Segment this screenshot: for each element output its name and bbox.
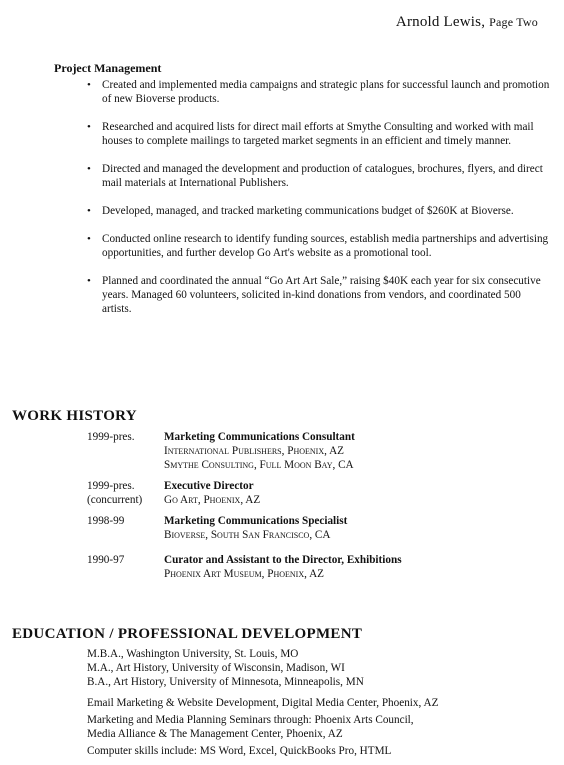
- bullet-text: Developed, managed, and tracked marketing communications budget of $260K at Bioverse.: [102, 205, 514, 217]
- list-item: [87, 204, 552, 218]
- job-role: Executive Director: [164, 480, 254, 492]
- degree-item: M.A., Art History, University of Wisconsin, Madison, WI: [87, 662, 345, 674]
- work-history-heading: WORK HISTORY: [12, 408, 137, 424]
- job-role: Curator and Assistant to the Director, Exhibitions: [164, 554, 402, 566]
- header-name: Arnold Lewis,: [395, 14, 486, 30]
- seminars-line: Media Alliance & The Management Center, Phoenix, AZ: [87, 728, 343, 740]
- job-role: Marketing Communications Specialist: [164, 515, 348, 527]
- bullet-text: Created and implemented media campaigns and strategic plans for successful launch and promotion of new Bioverse products.: [102, 79, 550, 105]
- project-management-heading: Project Management: [54, 61, 162, 75]
- job-dates-line: 1999-pres.: [87, 480, 135, 492]
- bullet-icon: •: [87, 233, 91, 245]
- bullet-icon: •: [87, 205, 91, 217]
- job-description: [164, 514, 544, 542]
- job-dates-note: (concurrent): [87, 494, 143, 506]
- bullet-icon: •: [87, 163, 91, 175]
- bullet-text: Planned and coordinated the annual “Go Art Art Sale,” raising $40K each year for six consecutive years. Managed 60 volunteers, solicited in-kind donations from vendors, and coordinated 500 artists.: [102, 275, 541, 315]
- job-org: Bioverse, South San Francisco, CA: [164, 529, 331, 541]
- job-description: [164, 479, 544, 507]
- job-dates: 1998-99: [87, 515, 125, 527]
- bullet-text: Researched and acquired lists for direct mail efforts at Smythe Consulting and worked with mail houses to complete mailings to targeted market segments in an efficient and timely manner.: [102, 121, 534, 147]
- bullet-icon: •: [87, 275, 91, 287]
- header-page-number: Page Two: [489, 15, 538, 29]
- job-description: [164, 553, 544, 581]
- job-org: Smythe Consulting, Full Moon Bay, CA: [164, 459, 354, 471]
- degree-item: B.A., Art History, University of Minnesota, Minneapolis, MN: [87, 676, 364, 688]
- bullet-text: Conducted online research to identify funding sources, establish media partnerships and advertising opportunities, and further develop Go Art's website as a promotional tool.: [102, 233, 549, 259]
- list-item: [87, 78, 552, 106]
- bullet-icon: •: [87, 121, 91, 133]
- bullet-text: Directed and managed the development and production of catalogues, brochures, flyers, and direct mail materials at International Publishers.: [102, 163, 543, 189]
- degree-list: [87, 647, 547, 689]
- job-org: Go Art, Phoenix, AZ: [164, 494, 261, 506]
- job-description: [164, 430, 544, 472]
- job-dates: 1999-pres.: [87, 431, 135, 443]
- list-item: [87, 162, 552, 190]
- job-role: Marketing Communications Consultant: [164, 431, 355, 443]
- list-item: [87, 232, 552, 260]
- job-dates: 1990-97: [87, 554, 125, 566]
- job-org: Phoenix Art Museum, Phoenix, AZ: [164, 568, 324, 580]
- page-header: [0, 14, 564, 31]
- bullet-icon: •: [87, 79, 91, 91]
- degree-item: M.B.A., Washington University, St. Louis, MO: [87, 648, 299, 660]
- project-management-list: [87, 78, 552, 330]
- job-dates: [87, 479, 163, 507]
- list-item: [87, 274, 552, 316]
- seminars-line: Marketing and Media Planning Seminars through: Phoenix Arts Council,: [87, 714, 414, 726]
- education-heading: EDUCATION / PROFESSIONAL DEVELOPMENT: [12, 626, 363, 642]
- job-org: International Publishers, Phoenix, AZ: [164, 445, 344, 457]
- list-item: [87, 120, 552, 148]
- seminars: [87, 713, 547, 741]
- computer-skills: Computer skills include: MS Word, Excel, QuickBooks Pro, HTML: [87, 745, 392, 757]
- email-marketing-course: Email Marketing & Website Development, Digital Media Center, Phoenix, AZ: [87, 697, 439, 709]
